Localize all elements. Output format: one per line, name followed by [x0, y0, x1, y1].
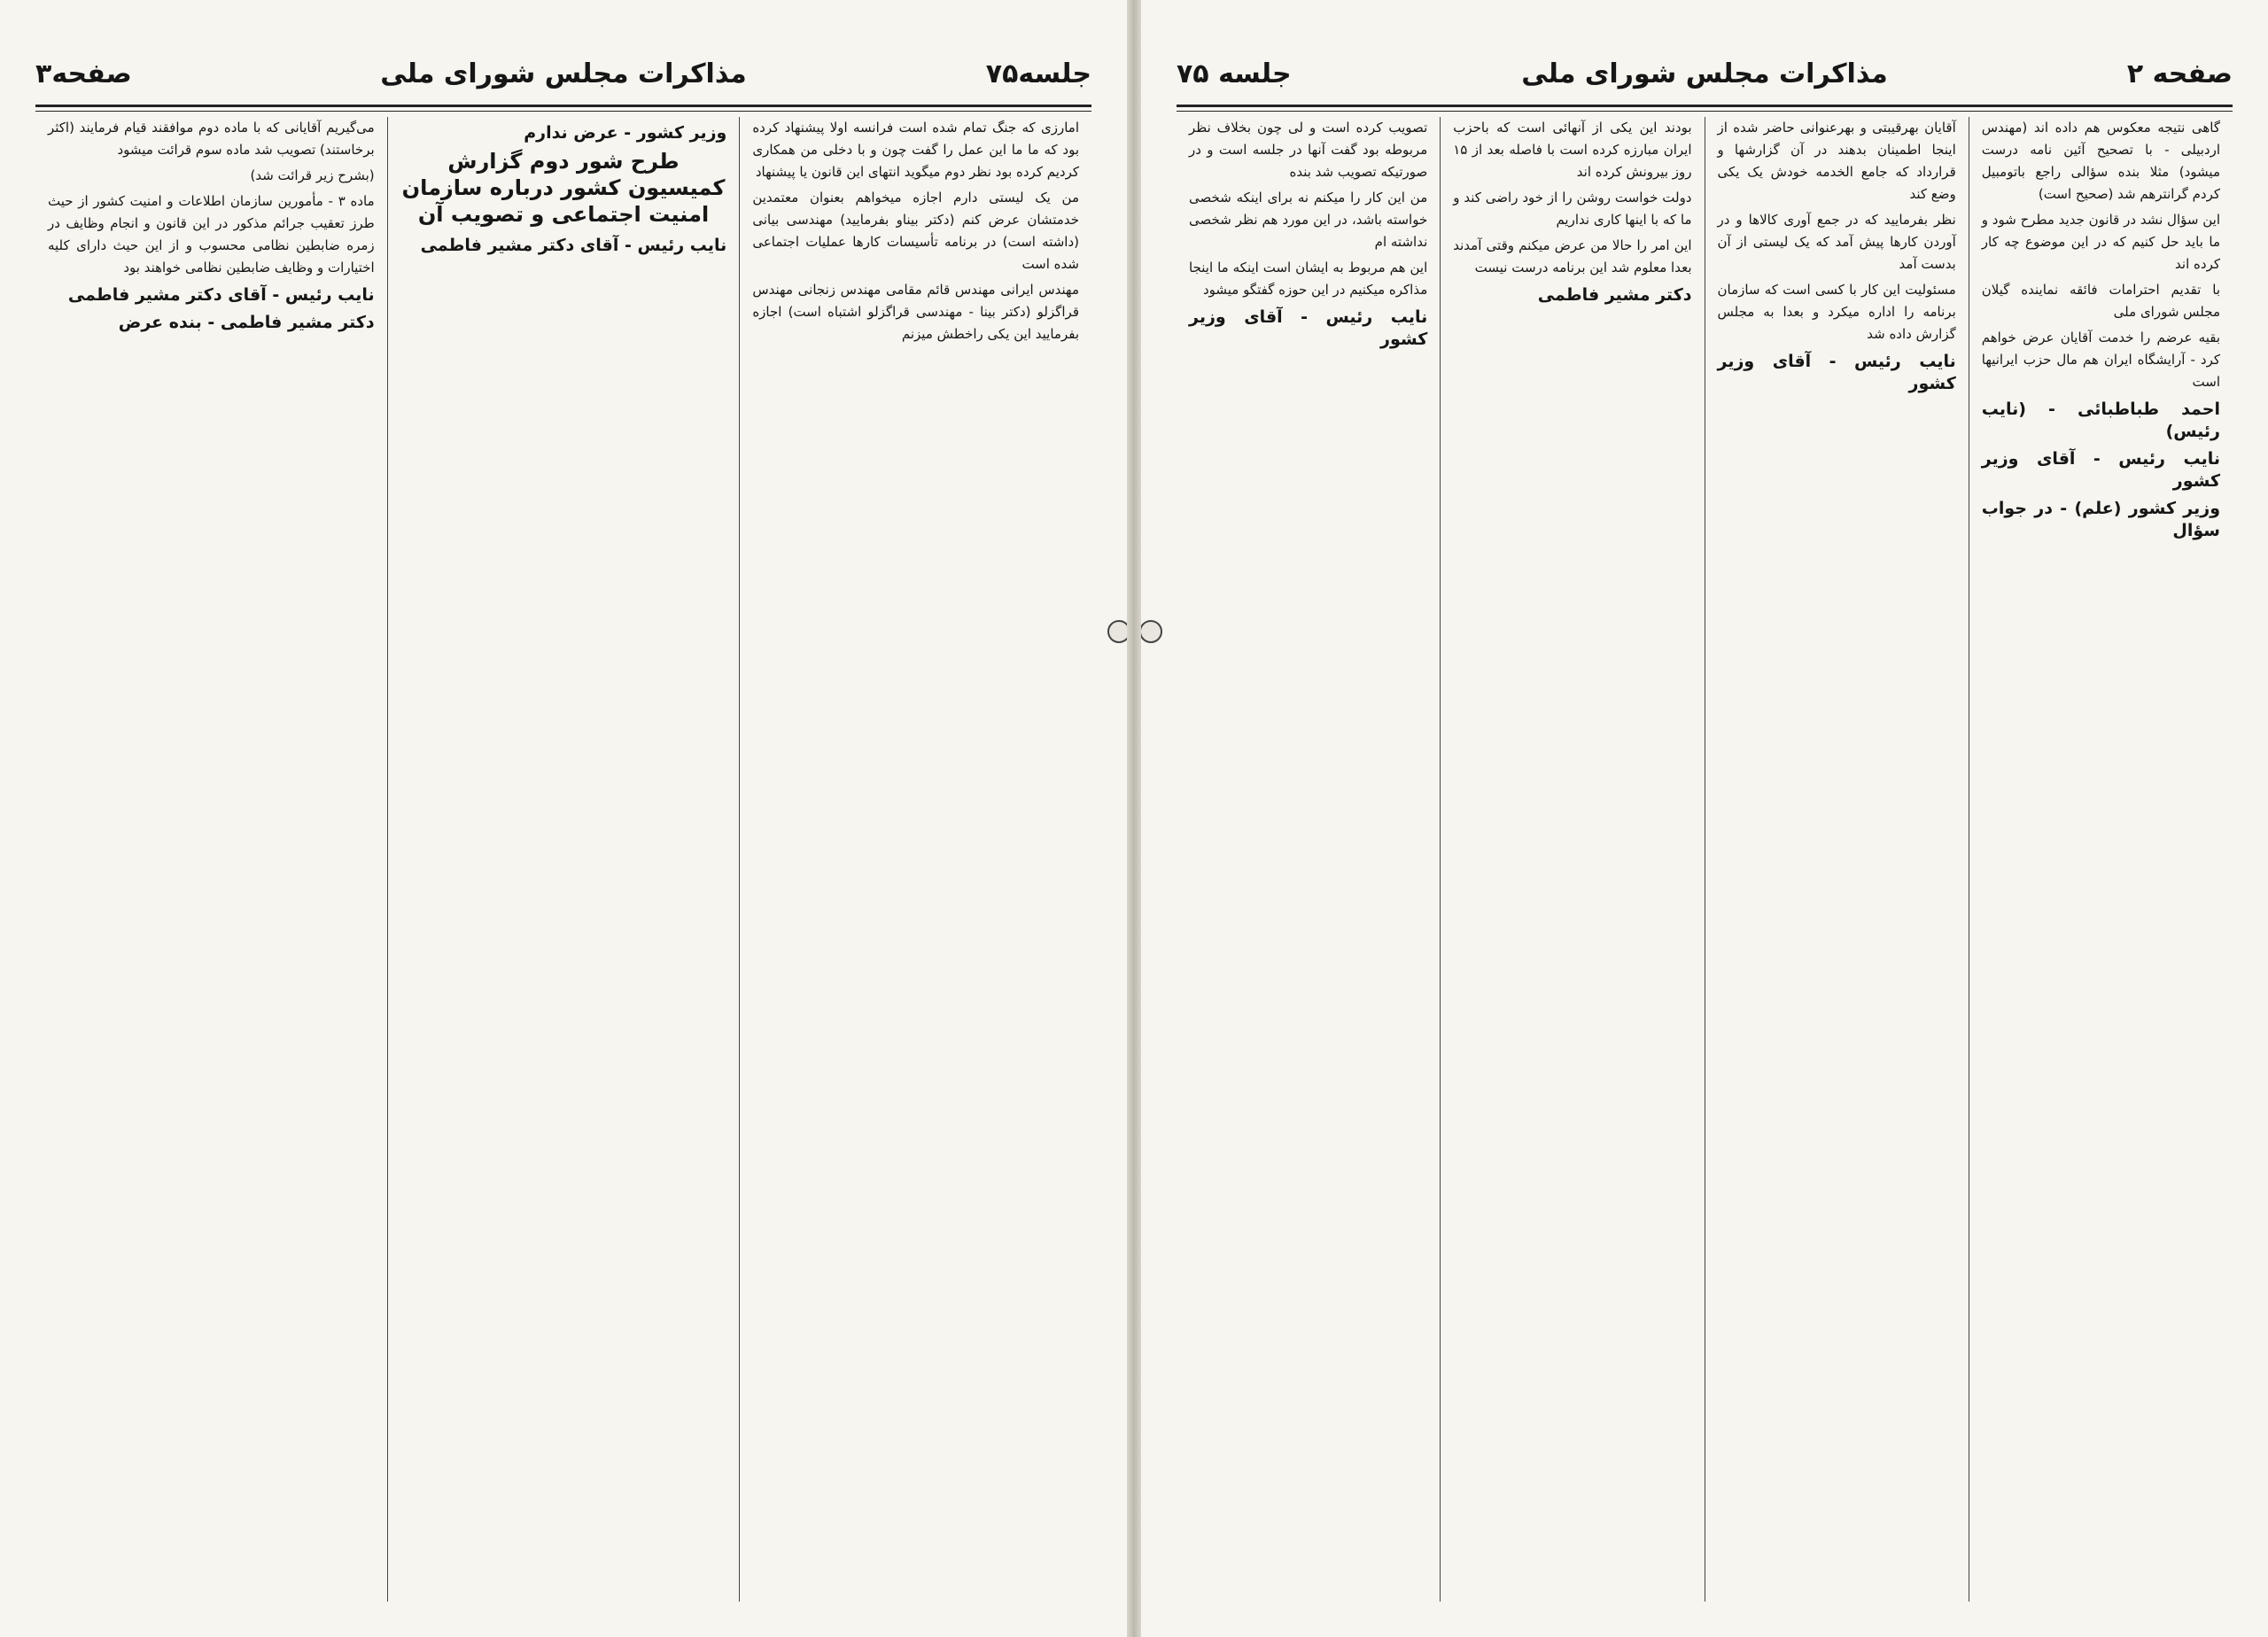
right-column-4	[1177, 117, 1440, 1602]
paragraph: ماده ۳ - مأمورین سازمان اطلاعات و امنیت کشور از حیث طرز تعقیب جرائم مذکور در این قانون و انجام وظایف در زمره ضابطین نظامی محسوب و از این حیث دارای کلیه اختیارات و وظایف ضابطین نظامی خواهند بود	[47, 193, 375, 275]
speaker-line: نایب رئیس - آقای وزیر کشور	[1189, 307, 1428, 349]
paragraph: می‌گیریم آقایانی که با ماده دوم موافقند قیام فرمایند (اکثر برخاستند) تصویب شد ماده سوم قرائت میشود	[47, 120, 375, 158]
left-column-3	[35, 117, 387, 1602]
right-page-session: جلسه ۷۵	[1177, 58, 1292, 89]
left-column-1	[739, 117, 1091, 1602]
right-column-3	[1440, 117, 1704, 1602]
right-header-rule	[1177, 105, 2233, 112]
right-page-number: صفحه ۲	[2126, 58, 2233, 89]
paragraph: مهندس ایرانی مهندس قائم مقامی مهندس زنجانی مهندس قراگزلو (دکتر بینا - مهندسی قراگزلو اشتباه است) اجازه بفرمایید این یکی راخطش میزنم	[752, 282, 1079, 342]
right-page	[1141, 0, 2268, 1637]
right-column-1	[1969, 117, 2233, 1602]
left-header-rule	[35, 105, 1091, 112]
paragraph: این سؤال نشد در قانون جدید مطرح شود و ما باید حل کنیم که در این موضوع چه کار کرده اند	[1981, 212, 2220, 272]
binding-hole-icon	[1107, 620, 1127, 643]
speaker-line: نایب رئیس - آقای وزیر کشور	[1717, 352, 1956, 393]
section-title: طرح شور دوم گزارش کمیسیون کشور درباره سازمان امنیت اجتماعی و تصویب آن	[401, 149, 726, 227]
paragraph: این امر را حالا من عرض میکنم وقتی آمدند بعدا معلوم شد این برنامه درست نیست	[1453, 237, 1692, 275]
left-page-number: صفحه۳	[35, 58, 132, 89]
paragraph: بقیه عرضم را خدمت آقایان عرض خواهم کرد - آرایشگاه ایران هم مال حزب ایرانیها است	[1981, 330, 2220, 390]
speaker-line: وزیر کشور - عرض ندارم	[524, 123, 727, 143]
paragraph: گاهی نتیجه معکوس هم داده اند (مهندس اردبیلی - با تصحیح آئین نامه درست میشود) مثلا بنده سؤالی راجع باتومبیل کردم گرانترهم شد (صحیح است)	[1981, 120, 2220, 202]
paragraph: من یک لیستی دارم اجازه میخواهم بعنوان معتمدین خدمتشان عرض کنم (دکتر بیناو بفرمایید) مهندسی بیانی (داشته است) در برنامه تأسیسات کارها عملیات اجتماعی شده است	[752, 190, 1079, 272]
speaker-line: وزیر کشور (علم) - در جواب سؤال	[1981, 499, 2220, 540]
paragraph: نظر بفرمایید که در جمع آوری کالاها و در آوردن کارها پیش آمد که یک لیستی از آن بدست آمد	[1717, 212, 1956, 272]
speaker-line: دکتر مشیر فاطمی - بنده عرض	[118, 313, 375, 332]
left-page-columns	[35, 117, 1091, 1602]
paragraph: تصویب کرده است و لی چون بخلاف نظر مربوطه بود گفت آنها در جلسه است و در صورتیکه تصویب شد بنده	[1189, 120, 1428, 180]
left-page-header	[35, 53, 1091, 103]
right-page-columns	[1177, 117, 2233, 1602]
paragraph: با تقدیم احترامات فائقه نماینده گیلان مجلس شورای ملی	[1981, 282, 2220, 320]
left-page	[0, 0, 1127, 1637]
paragraph: من این کار را میکنم نه برای اینکه شخصی خواسته باشد، در این مورد هم نظر شخصی نداشته ام	[1189, 190, 1428, 250]
left-column-2	[387, 117, 740, 1602]
speaker-line: نایب رئیس - آقای دکتر مشیر فاطمی	[67, 285, 375, 305]
binding-hole-icon	[1141, 620, 1162, 643]
right-page-title: مذاکرات مجلس شورای ملی	[1521, 58, 1888, 89]
speaker-line: دکتر مشیر فاطمی	[1537, 285, 1692, 305]
paragraph: مسئولیت این کار با کسی است که سازمان برنامه را اداره میکرد و بعدا به مجلس گزارش داده شد	[1717, 282, 1956, 342]
paragraph: (بشرح زیر قرائت شد)	[250, 167, 375, 183]
right-column-2	[1705, 117, 1969, 1602]
speaker-line: نایب رئیس - آقای دکتر مشیر فاطمی	[420, 236, 727, 255]
paragraph: آقایان بهرقیبتی و بهرعنوانی حاضر شده از اینجا اطمینان بدهند در آن گزارشها و قرارداد که جامع الخدمه خودش یک یکی وضع کند	[1717, 120, 1956, 202]
left-page-title: مذاکرات مجلس شورای ملی	[380, 58, 747, 89]
paragraph: این هم مربوط به ایشان است اینکه ما اینجا مذاکره میکنیم در این حوزه گفتگو میشود	[1189, 260, 1428, 298]
speaker-line: نایب رئیس - آقای وزیر کشور	[1981, 449, 2220, 491]
left-page-session: جلسه۷۵	[985, 58, 1091, 89]
paragraph: دولت خواست روشن را از خود راضی کند و ما که با اینها کاری نداریم	[1453, 190, 1692, 228]
speaker-line: احمد طباطبائی - (نایب رئیس)	[1981, 400, 2220, 441]
paragraph: امارزی که جنگ تمام شده است فرانسه اولا پیشنهاد کرده بود که ما ما این عمل را گفت چون و با دخلی من همکاری کردیم کرده بود نظر دوم میگوید انتهای این قانون یا پیشنهاد	[752, 120, 1079, 180]
page-gutter	[1127, 0, 1141, 1637]
paragraph: بودند این یکی از آنهائی است که باحزب ایران مبارزه کرده است با فاصله بعد از ۱۵ روز بیرونش کرده اند	[1453, 120, 1692, 180]
right-page-header	[1177, 53, 2233, 103]
